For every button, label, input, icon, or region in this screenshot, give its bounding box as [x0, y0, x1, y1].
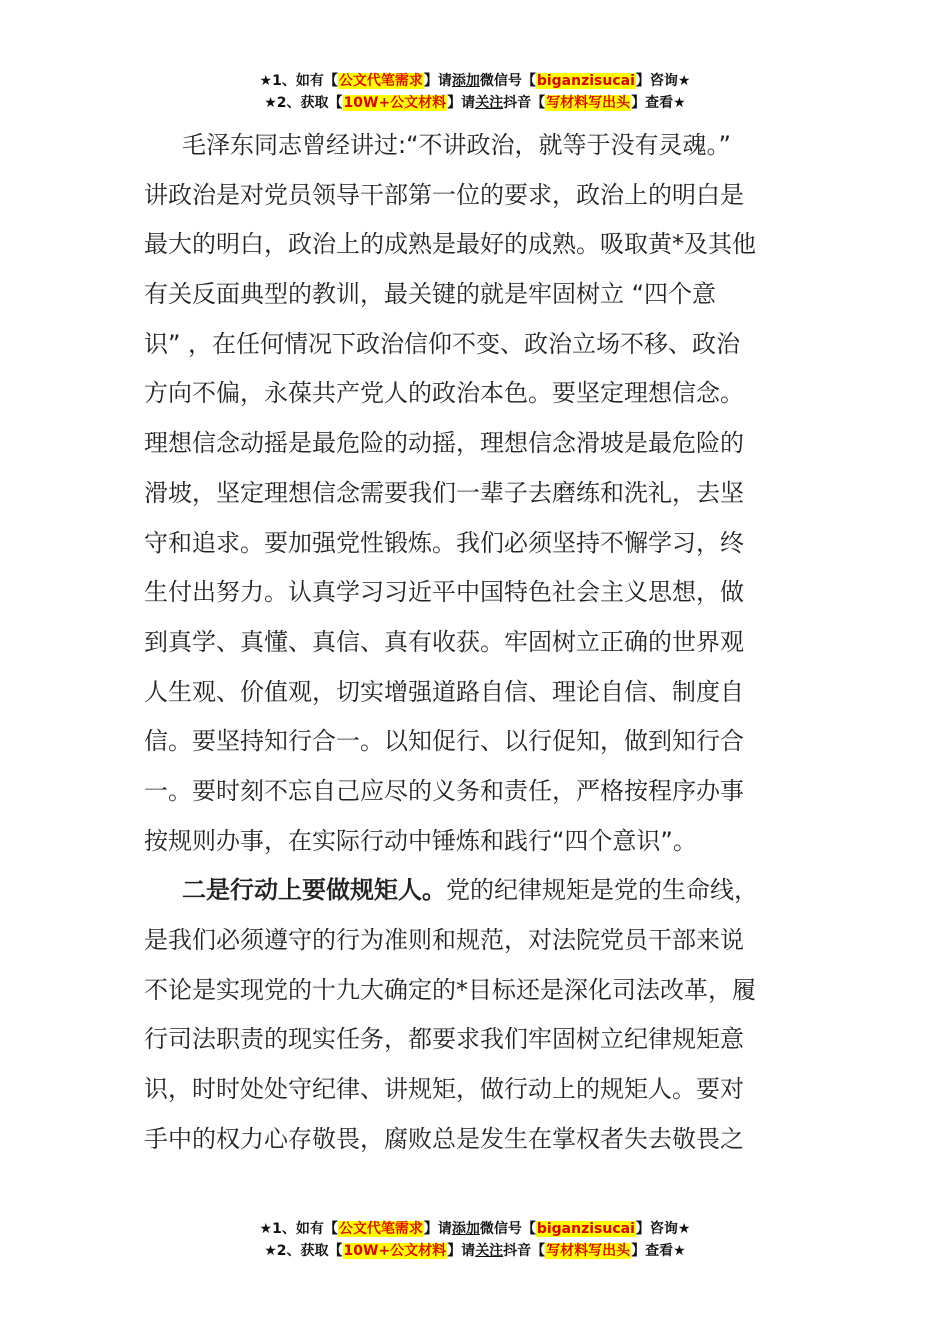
body-line: 人生观、价值观，切实增强道路自信、理论自信、制度自: [144, 677, 744, 706]
header-line-1: ★1、如有【公文代笔需求】请添加微信号【biganzisucai】咨询★: [259, 73, 691, 89]
body-line: 到真学、真懂、真信、真有收获。牢固树立正确的世界观: [144, 627, 744, 656]
footer-highlight-wechat-id: biganzisucai: [536, 1221, 635, 1237]
footer-highlight-service: 公文代笔需求: [338, 1221, 423, 1237]
body-line: 有关反面典型的教训，最关键的就是牢固树立 “四个意: [144, 280, 717, 309]
section-heading-line: 二是行动上要做规矩人。党的纪律规矩是党的生命线，: [182, 876, 758, 905]
body-line: 滑坡，坚定理想信念需要我们一辈子去磨练和洗礼，去坚: [144, 478, 744, 507]
header-highlight-wechat-id: biganzisucai: [536, 73, 635, 89]
body-line: 按规则办事，在实际行动中锤炼和践行“四个意识”。: [144, 826, 697, 855]
footer-highlight-materials: 10W+公文材料: [343, 1243, 447, 1259]
body-line: 方向不偏，永葆共产党人的政治本色。要坚定理想信念。: [144, 379, 744, 408]
body-line: 信。要坚持知行合一。以知促行、以行促知，做到知行合: [144, 727, 744, 756]
body-line: 识，时时处处守纪律、讲规矩，做行动上的规矩人。要对: [144, 1075, 744, 1104]
body-line: 识” ，在任何情况下政治信仰不变、政治立场不移、政治: [144, 329, 741, 358]
body-line: 一。要时刻不忘自己应尽的义务和责任，严格按程序办事: [144, 776, 744, 805]
section-heading: 二是行动上要做规矩人。: [182, 876, 446, 905]
header-highlight-service: 公文代笔需求: [338, 73, 423, 89]
body-line: 是我们必须遵守的行为准则和规范，对法院党员干部来说: [144, 926, 744, 954]
header-line-2: ★2、获取【10W+公文材料】请关注抖音【写材料写出头】查看★: [264, 95, 686, 111]
body-line: 生付出努力。认真学习习近平中国特色社会主义思想，做: [144, 578, 744, 607]
footer-banner: [0, 1218, 950, 1262]
header-banner: [0, 70, 950, 114]
body-line: 守和追求。要加强党性锻炼。我们必须坚持不懈学习，终: [144, 528, 744, 557]
body-line: 不论是实现党的十九大确定的*目标还是深化司法改革，履: [144, 975, 756, 1004]
document-body: [144, 121, 816, 1164]
body-line: 讲政治是对党员领导干部第一位的要求，政治上的明白是: [144, 180, 744, 209]
body-line: 最大的明白，政治上的成熟是最好的成熟。吸取黄*及其他: [144, 230, 756, 259]
footer-line-1: ★1、如有【公文代笔需求】请添加微信号【biganzisucai】咨询★: [259, 1221, 691, 1237]
body-line: 理想信念动摇是最危险的动摇，理想信念滑坡是最危险的: [144, 429, 744, 458]
body-line: 毛泽东同志曾经讲过:“不讲政治，就等于没有灵魂。”: [182, 131, 731, 159]
header-highlight-douyin: 写材料写出头: [546, 95, 631, 111]
body-line: 手中的权力心存敬畏，腐败总是发生在掌权者失去敬畏之: [144, 1124, 744, 1153]
body-line: 行司法职责的现实任务，都要求我们牢固树立纪律规矩意: [144, 1025, 744, 1054]
header-highlight-materials: 10W+公文材料: [343, 95, 447, 111]
footer-highlight-douyin: 写材料写出头: [546, 1243, 631, 1259]
footer-line-2: ★2、获取【10W+公文材料】请关注抖音【写材料写出头】查看★: [264, 1243, 686, 1259]
